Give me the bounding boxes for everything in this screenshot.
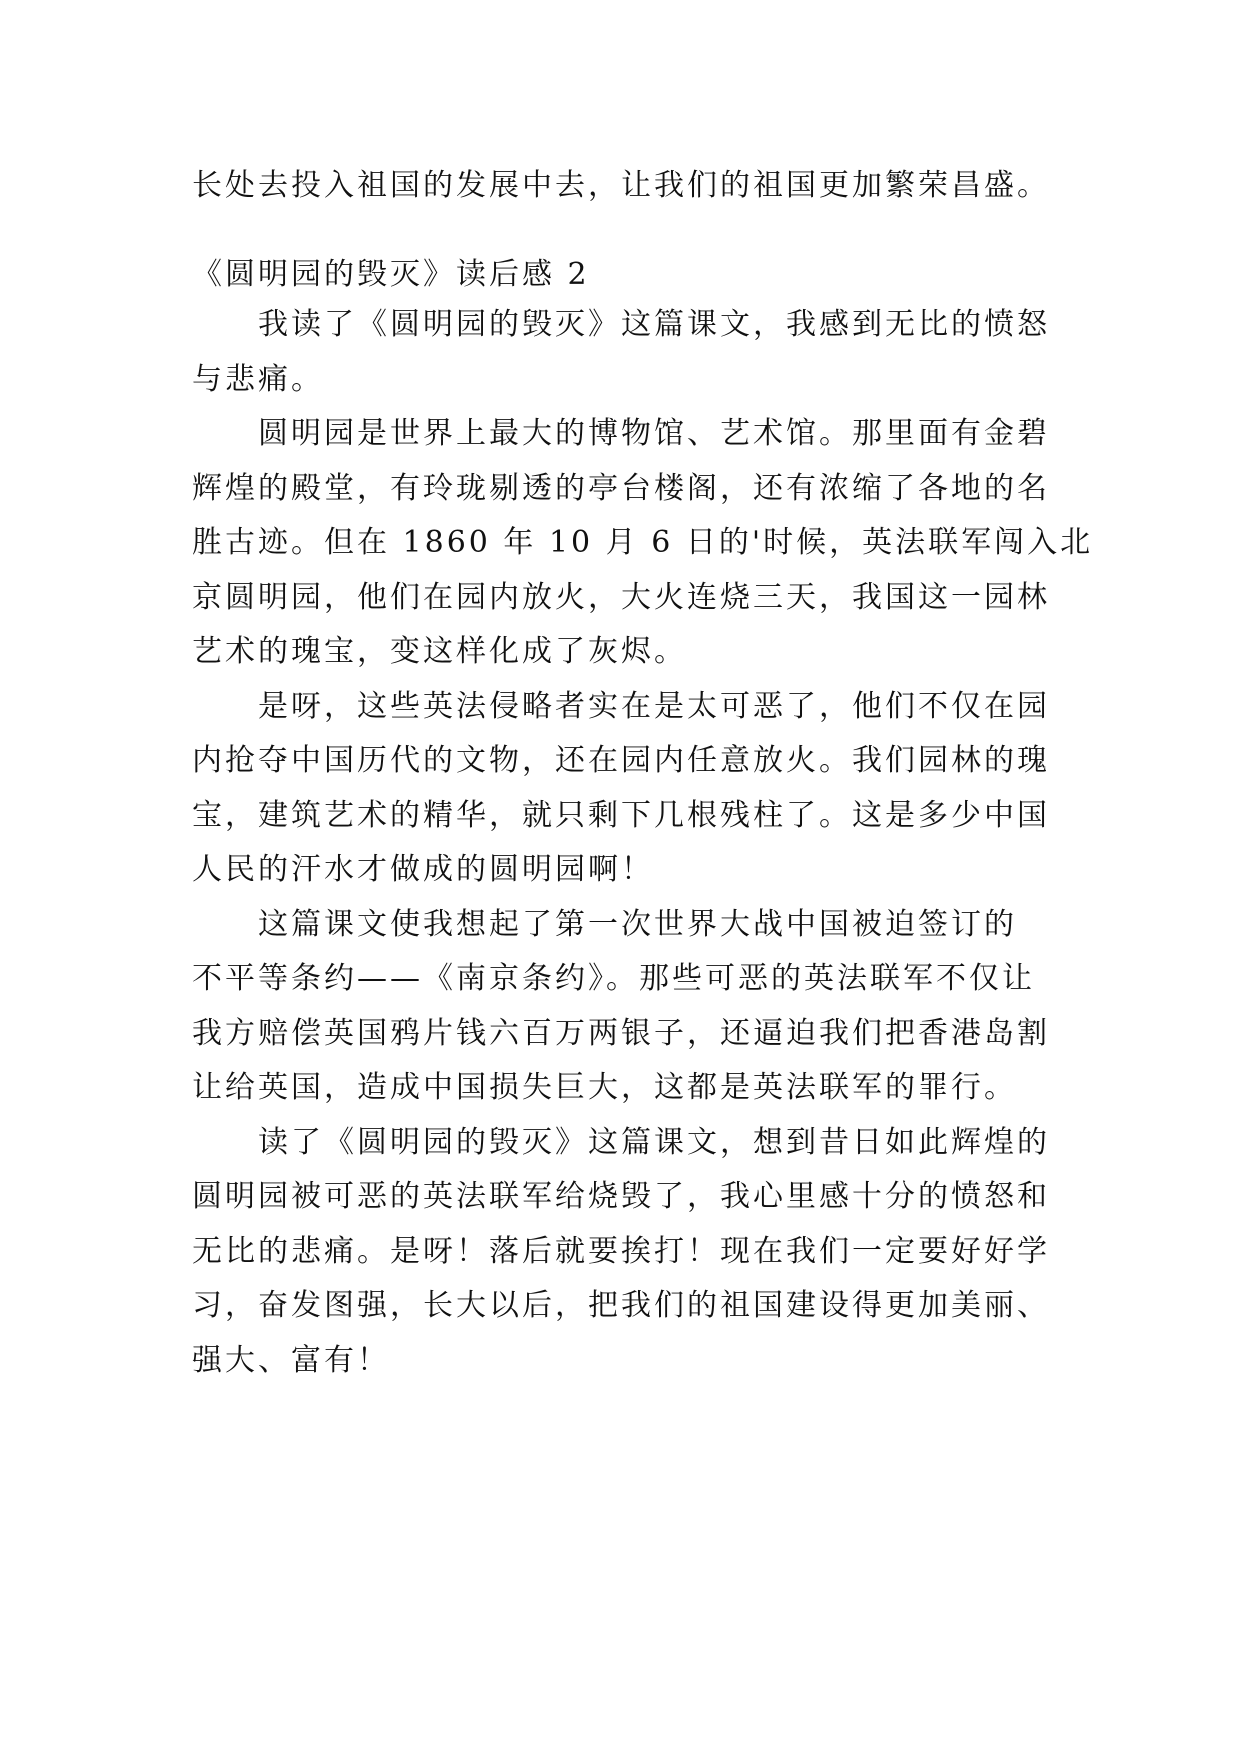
paragraph-line: 长处去投入祖国的发展中去，让我们的祖国更加繁荣昌盛。 (192, 168, 1050, 203)
paragraph-line: 圆明园被可恶的英法联军给烧毁了，我心里感十分的愤怒和 (192, 1179, 1050, 1214)
paragraph-line: 不平等条约——《南京条约》。那些可恶的英法联军不仅让 (192, 961, 1035, 996)
paragraph-line: 让给英国，造成中国损失巨大，这都是英法联军的罪行。 (192, 1070, 1017, 1105)
paragraph-line: 我读了《圆明园的毁灭》这篇课文，我感到无比的愤怒 (258, 307, 1050, 342)
paragraph-line: 宝，建筑艺术的精华，就只剩下几根残柱了。这是多少中国 (192, 798, 1050, 833)
paragraph-line: 胜古迹。但在 1860 年 10 月 6 日的'时候，英法联军闯入北 (192, 525, 1094, 560)
paragraph-line: 艺术的瑰宝，变这样化成了灰烬。 (192, 634, 687, 669)
section-heading: 《圆明园的毁灭》读后感 2 (192, 257, 590, 292)
paragraph-line: 习，奋发图强，长大以后，把我们的祖国建设得更加美丽、 (192, 1288, 1050, 1323)
paragraph-line: 圆明园是世界上最大的博物馆、艺术馆。那里面有金碧 (258, 416, 1050, 451)
paragraph-line: 强大、富有！ (192, 1343, 390, 1378)
paragraph-line: 辉煌的殿堂，有玲珑剔透的亭台楼阁，还有浓缩了各地的名 (192, 471, 1050, 506)
paragraph-line: 内抢夺中国历代的文物，还在园内任意放火。我们园林的瑰 (192, 743, 1050, 778)
paragraph-line: 人民的汗水才做成的圆明园啊！ (192, 852, 654, 887)
paragraph-line: 京圆明园，他们在园内放火，大火连烧三天，我国这一园林 (192, 580, 1050, 615)
paragraph-line: 我方赔偿英国鸦片钱六百万两银子，还逼迫我们把香港岛割 (192, 1016, 1050, 1051)
paragraph-line: 无比的悲痛。是呀！落后就要挨打！现在我们一定要好好学 (192, 1234, 1050, 1269)
paragraph-line: 与悲痛。 (192, 362, 324, 397)
paragraph-line: 这篇课文使我想起了第一次世界大战中国被迫签订的 (258, 907, 1017, 942)
paragraph-line: 读了《圆明园的毁灭》这篇课文，想到昔日如此辉煌的 (258, 1125, 1050, 1160)
paragraph-line: 是呀，这些英法侵略者实在是太可恶了，他们不仅在园 (258, 689, 1050, 724)
